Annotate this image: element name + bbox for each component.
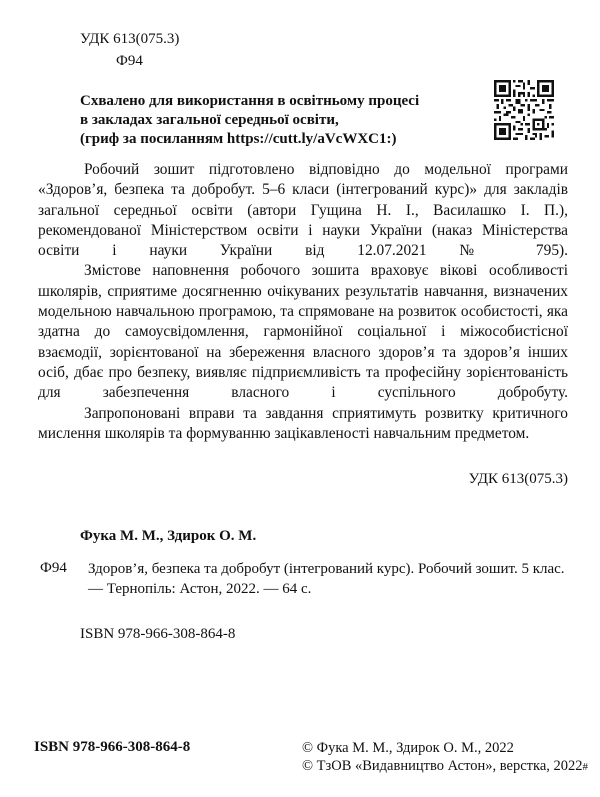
approval-line: в закладах загальної середньої освіти, [80,112,339,128]
approval-line: (гриф за посиланням https://cutt.ly/aVcWXC1:) [80,131,397,147]
qr-code-icon[interactable] [494,80,554,140]
footer-isbn: ISBN 978-966-308-864-8 [34,739,191,755]
annotation-text [38,160,568,444]
copyright-authors: © Фука М. М., Здирок О. М., 2022 [302,740,514,756]
udk-catalog: УДК 613(075.3) [468,471,568,487]
copyright-publisher-text: © ТзОВ «Видавництво Астон», верстка, 2022 [302,758,583,774]
catalog-authors: Фука М. М., Здирок О. М. [80,528,257,544]
approval-stamp [80,92,480,149]
body-paragraph: Запропоновані вправи та завдання сприятимуть розвитку критичного мислення школярів та формуванню зацікавленості навчальним предметом. [38,404,568,442]
catalog-code: Ф94 [40,560,67,576]
copyright-mark: # [582,761,589,773]
udk-header: УДК 613(075.3) [80,31,180,47]
catalog-isbn: ISBN 978-966-308-864-8 [80,626,236,642]
copyright-publisher [302,757,588,776]
catalog-code-header: Ф94 [116,53,143,69]
body-paragraph: Змістове наповнення робочого зошита враховує вікові особливості школярів, сприятиме досягненню очікуваних результатів навчання, визначених модельною навчальною програмою, та спрямоване на розвиток особистості, яка здатна до самоусвідомлення, гармонійної соціальної і міжособистісної взаємодії, зорієнтованої на збереження власного здоров’я та здоров’я інших осіб, дбає про безпеку, виявляє підприємливість та професійну зорієнтованість для забезпечення власного і суспільного добробуту. [38,262,568,402]
catalog-description: Здоров’я, безпека та добробут (інтегрований курс). Робочий зошит. 5 клас. — Тернопіль: Астон, 2022. — 64 с. [88,561,565,597]
body-paragraph: Робочий зошит підготовлено відповідно до модельної програми «Здоров’я, безпека та добробут. 5–6 класи (інтегрований курс)» для закладів загальної середньої освіти (автори Гущина Н. І., Василашко І. П.), рекомендованої Міністерством освіти і науки України (наказ Міністерства освіти і науки України від 12.07.2021 № 795). [38,161,568,260]
approval-line: Схвалено для використання в освітньому процесі [80,93,420,109]
